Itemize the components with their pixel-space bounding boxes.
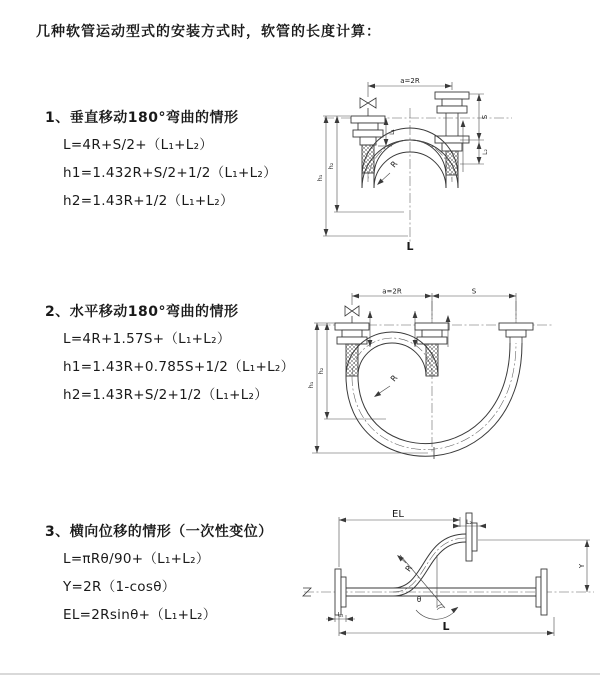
d1-label-l1: L₁: [389, 129, 396, 135]
d1-label-h1: h₁: [316, 174, 324, 182]
d1-dimensions: [316, 77, 489, 253]
d3-centerline: [303, 588, 594, 596]
d2-label-h1: h₁: [307, 381, 315, 389]
formula-s1-h2: h2=1.43R+1/2（L₁+L₂）: [63, 193, 234, 209]
diagram-lateral-displacement: [298, 503, 600, 648]
d3-label-y: Y: [578, 563, 586, 569]
d3-label-r: R: [403, 563, 415, 574]
section-1-heading: 1、垂直移动180°弯曲的情形: [45, 110, 239, 126]
formula-s1-h1: h1=1.432R+S/2+1/2（L₁+L₂）: [63, 165, 277, 181]
d3-dimensions: [326, 509, 590, 636]
formula-s2-L: L=4R+1.57S+（L₁+L₂）: [63, 331, 231, 347]
d2-left-fitting: [335, 323, 369, 376]
d2-valve-icon: [345, 306, 359, 323]
d2-label-a2r: a=2R: [382, 287, 402, 296]
d3-left-flange: [335, 569, 346, 615]
formula-s3-EL: EL=2Rsinθ+（L₁+L₂）: [63, 607, 217, 623]
d1-label-h2: h₂: [327, 162, 335, 170]
section-3-heading: 3、横向位移的情形（一次性变位）: [45, 524, 273, 540]
formula-s3-Y: Y=2R（1-cosθ）: [63, 579, 176, 595]
d2-label-r: R: [388, 373, 400, 384]
section-2-heading: 2、水平移动180°弯曲的情形: [45, 304, 239, 320]
section-1-text: [45, 107, 277, 215]
d1-right-fitting-upper: [435, 92, 469, 136]
section-2-text: [45, 301, 294, 409]
d2-label-s: S: [471, 287, 477, 296]
d3-label-el: EL: [392, 509, 404, 520]
d1-valve-icon: [360, 98, 376, 116]
section-3-text: [45, 521, 273, 629]
d3-label-theta: θ: [416, 595, 422, 604]
page-title: 几种软管运动型式的安装方式时，软管的长度计算：: [36, 24, 381, 40]
d1-label-a2r: a=2R: [400, 77, 420, 85]
d3-theta-construction: [400, 555, 459, 619]
d1-label-l: L: [406, 240, 414, 253]
diagram-horizontal-movement: [302, 283, 600, 461]
d3-label-l: L: [442, 620, 450, 633]
formula-s1-L: L=4R+S/2+（L₁+L₂）: [63, 137, 214, 153]
d3-label-l1: L₁: [337, 611, 344, 619]
d3-label-l2: L₂: [466, 519, 472, 526]
d1-label-s: S: [481, 114, 489, 120]
formula-s2-h2: h2=1.43R+S/2+1/2（L₁+L₂）: [63, 387, 269, 403]
diagram-vertical-movement: [308, 72, 598, 254]
d1-label-l2: L₂: [482, 149, 489, 155]
d3-upper-hose: [393, 534, 466, 596]
d2-dimensions: [307, 288, 516, 454]
d2-right-fitting: [499, 323, 533, 343]
d2-label-h2: h₂: [317, 367, 325, 375]
d1-label-r: R: [388, 159, 400, 170]
formula-s2-h1: h1=1.43R+0.785S+1/2（L₁+L₂）: [63, 359, 295, 375]
d3-right-flange: [536, 569, 547, 615]
formula-s3-L: L=πRθ/90+（L₁+L₂）: [63, 551, 210, 567]
d2-middle-fitting: [415, 323, 449, 376]
